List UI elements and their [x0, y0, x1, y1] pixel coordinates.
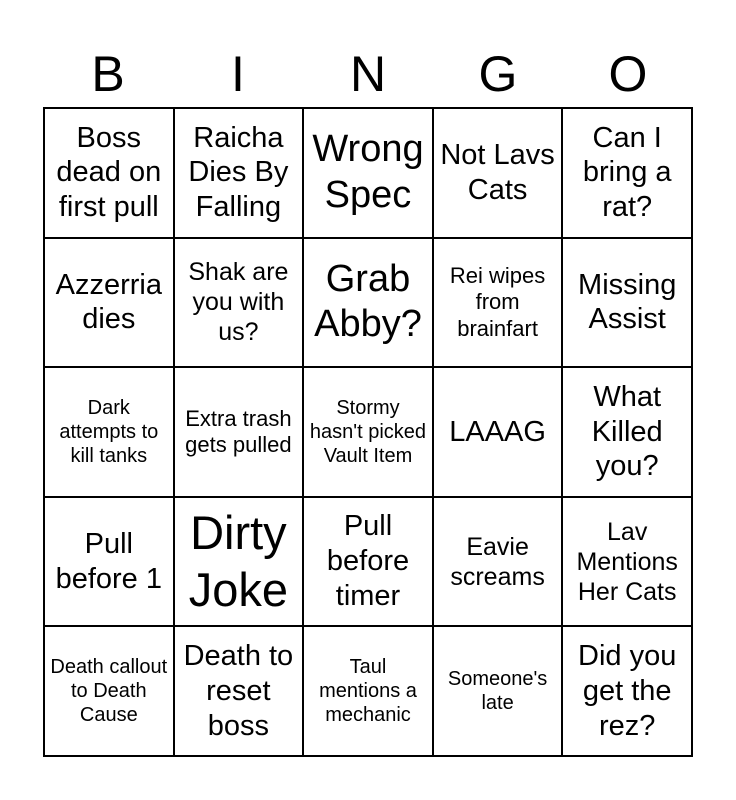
cell-text: Eavie screams: [450, 532, 545, 591]
cell-text: Dirty Joke: [188, 506, 289, 616]
cell-text: Boss dead on first pull: [56, 121, 162, 224]
cell-text: Death callout to Death Cause: [50, 656, 168, 727]
cell-text: Did you get the rez?: [578, 640, 677, 742]
bingo-cell[interactable]: [303, 108, 433, 238]
cell-text: Azzerria dies: [55, 268, 162, 336]
cell-text: Shak are you with us?: [188, 258, 289, 347]
bingo-cell[interactable]: [44, 238, 174, 368]
bingo-cell[interactable]: [562, 108, 692, 238]
bingo-cell[interactable]: [174, 108, 304, 238]
bingo-cell[interactable]: [303, 626, 433, 756]
cell-text: Missing Assist: [578, 268, 677, 336]
bingo-cell[interactable]: [44, 367, 174, 497]
bingo-cell[interactable]: [562, 497, 692, 627]
bingo-cell[interactable]: [44, 497, 174, 627]
bingo-cell[interactable]: [562, 626, 692, 756]
bingo-cell[interactable]: [303, 497, 433, 627]
header-letter-g: G: [478, 46, 518, 102]
cell-text: Dark attempts to kill tanks: [59, 396, 159, 467]
cell-text: Raicha Dies By Falling: [188, 121, 289, 224]
bingo-header: [43, 40, 693, 108]
header-letter-n: N: [349, 46, 387, 102]
header-letter-o: O: [608, 46, 648, 102]
bingo-cell[interactable]: [174, 497, 304, 627]
bingo-cell[interactable]: [433, 108, 563, 238]
bingo-cell[interactable]: [174, 367, 304, 497]
cell-text: Lav Mentions Her Cats: [576, 517, 678, 606]
cell-text: Someone's late: [447, 668, 548, 715]
bingo-cell[interactable]: [174, 238, 304, 368]
bingo-cell[interactable]: [303, 367, 433, 497]
bingo-cell[interactable]: [433, 367, 563, 497]
cell-text: Grab Abby?: [314, 257, 422, 346]
bingo-cell[interactable]: [433, 626, 563, 756]
cell-text: Pull before 1: [55, 527, 162, 595]
cell-text: What Killed you?: [591, 380, 663, 483]
bingo-cell[interactable]: [174, 626, 304, 756]
cell-text: Stormy hasn't picked Vault Item: [309, 396, 427, 467]
cell-text: LAAAG: [449, 415, 546, 448]
bingo-board: [43, 107, 693, 757]
bingo-cell[interactable]: [562, 367, 692, 497]
bingo-cell[interactable]: [303, 238, 433, 368]
bingo-cell[interactable]: [44, 108, 174, 238]
header-letter-i: I: [231, 46, 245, 102]
bingo-cell[interactable]: [433, 238, 563, 368]
cell-text: Wrong Spec: [312, 128, 424, 216]
cell-text: Not Lavs Cats: [440, 139, 555, 206]
bingo-cell[interactable]: [562, 238, 692, 368]
cell-text: Taul mentions a mechanic: [319, 656, 417, 727]
cell-text: Pull before timer: [326, 510, 410, 612]
cell-text: Can I bring a rat?: [582, 121, 672, 224]
cell-text: Extra trash gets pulled: [185, 405, 292, 457]
bingo-cell[interactable]: [44, 626, 174, 756]
bingo-cell[interactable]: [433, 497, 563, 627]
cell-text: Death to reset boss: [183, 640, 294, 742]
header-letter-b: B: [91, 46, 125, 102]
cell-text: Rei wipes from brainfart: [449, 262, 546, 341]
